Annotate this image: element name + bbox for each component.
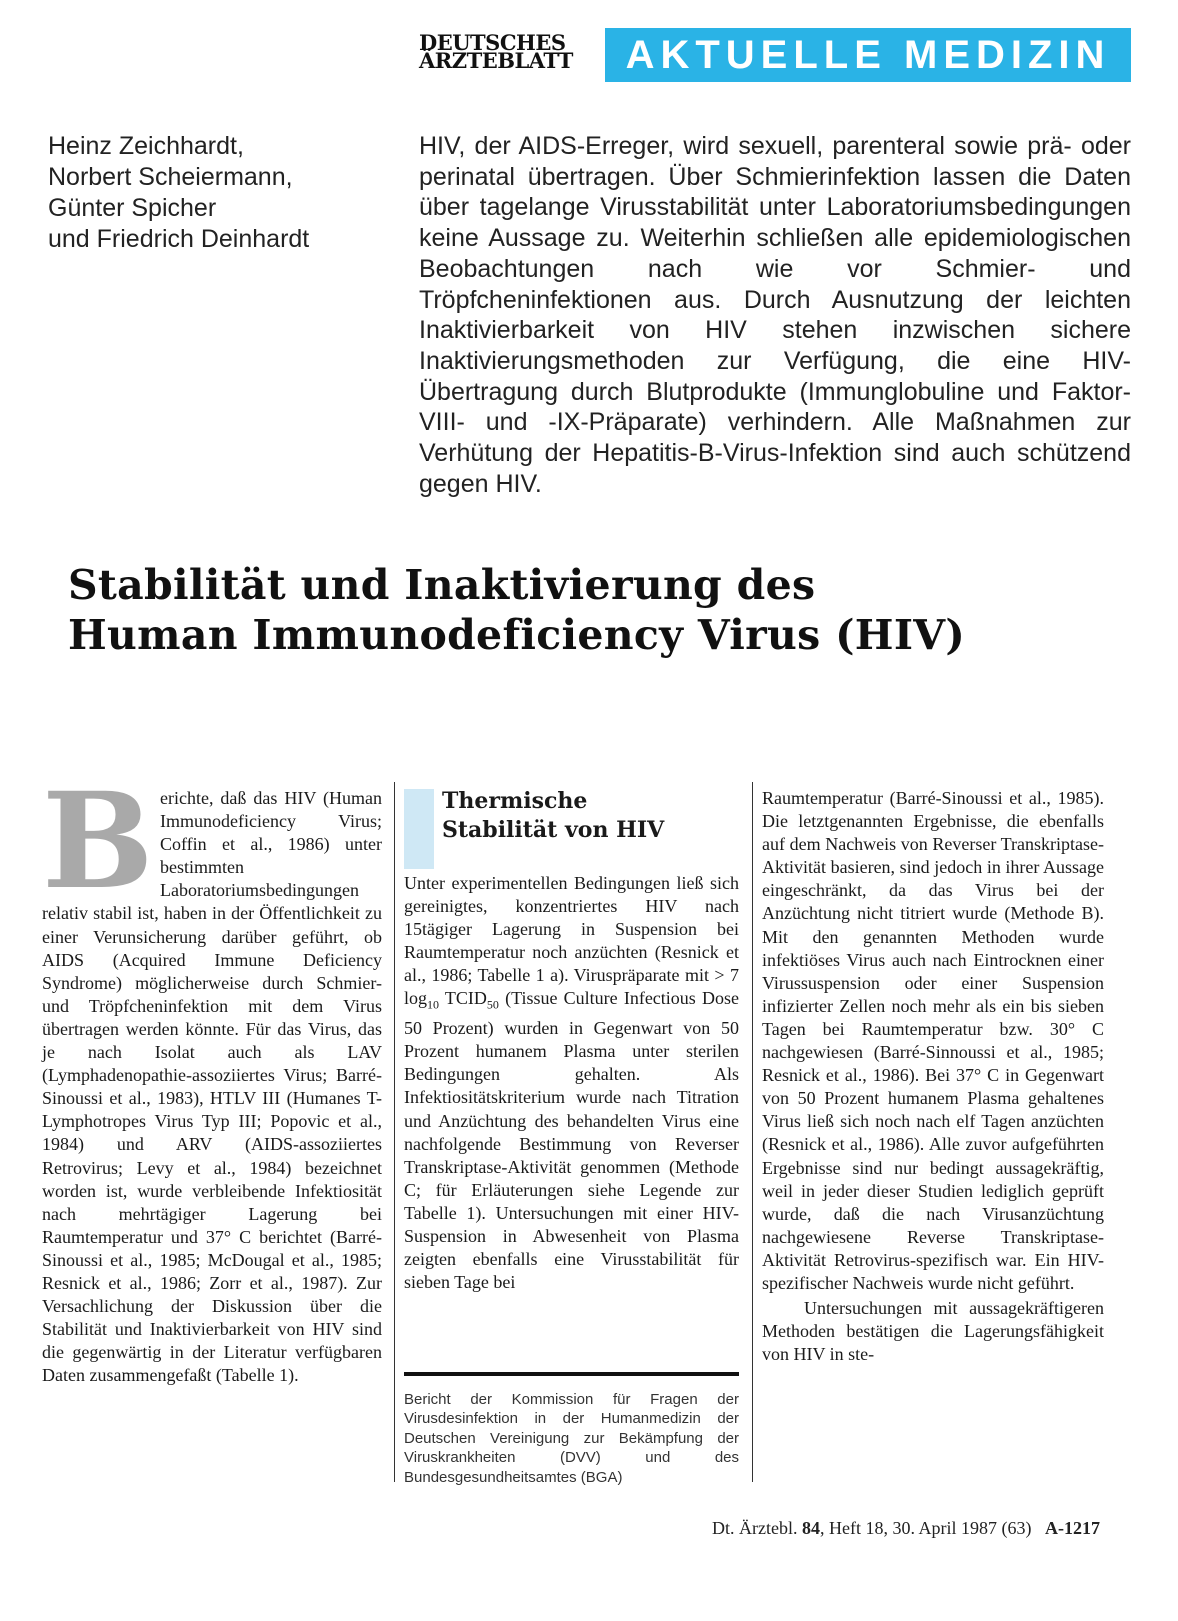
title-line-1: Stabilität und Inaktivierung des [68,561,816,609]
section-banner: AKTUELLE MEDIZIN [605,28,1131,82]
author-name: Heinz Zeichhardt, [48,132,244,160]
author-list [48,131,388,255]
subscript: 50 [486,998,499,1013]
body-text-part: TCID [439,988,487,1009]
footnote: Bericht der Kommission für Fragen der Virusdesinfektion in der Humanmedizin der Deutschen Vereinigung zur Bekämpfung der Viruskrankheiten (DVV) und des Bundesgesundheitsamtes (BGA) [404,1372,739,1487]
brand-line-2: ÄRZTEBLATT [419,48,573,73]
volume-number: 84 [802,1518,821,1538]
subscript: 10 [427,998,440,1013]
body-text: erichte, daß das HIV (Human Immunodeficiency Virus; Coffin et al., 1986) unter bestimmten Laboratoriumsbedingungen relativ stabil ist, haben in der Öffentlichkeit zu einer Verunsicherung darüber geführt, ob AIDS (Acquired Immune Deficiency Syndrome) möglicherweise durch Schmier- und Tröpfcheninfektion mit dem Virus übertragen werden könnte. Für das Virus, das je nach Isolat auch als LAV (Lymphadenopathie-assoziiertes Virus; Barré-Sinoussi et al., 1983), HTLV III (Humanes T-Lymphotropes Virus Typ III; Popovic et al., 1984) und ARV (AIDS-assoziiertes Retrovirus; Levy et al., 1984) bezeichnet worden ist, wurde verbleibende Infektiosität nach mehrtägiger Lagerung bei Raumtemperatur und 37° C berichtet (Barré-Sinoussi et al., 1985; McDougal et al., 1985; Resnick et al., 1986; Zorr et al., 1987). Zur Versachlichung der Diskussion über die Stabilität und Inaktivierbarkeit von HIV sind die gegenwärtig in der Literatur verfügbaren Daten zusammengefaßt (Tabelle 1). [42,788,382,1386]
journal-logo [419,30,599,73]
body-paragraph: Raumtemperatur (Barré-Sinoussi et al., 1985). Die letztgenannten Ergebnisse, die ebenfalls auf dem Nachweis von Reverser Transkriptase-Aktivität basieren, sind jedoch in ihrer Aussage eingeschränkt, da das Virus bei der Anzüchtung nicht titriert wurde (Methode B). Mit den genannten Methoden wurde infektiöses Virus auch nach Eintrocknen einer Virussuspension oder einer Suspension infizierter Zellen noch mehr als ein bis sieben Tagen bei Raumtemperatur bzw. 30° C nachgewiesen (Barré-Sinnoussi et al., 1985; Resnick et al., 1986). Bei 37° C in Gegenwart von 50 Prozent humanem Plasma gehaltenes Virus ließ sich noch nach elf Tagen anzüchten (Resnick et al., 1986). Alle zuvor aufgeführten Ergebnisse sind nur bedingt aussagekräftig, weil in jeder dieser Studien lediglich geprüft wurde, daß die nach Virusanzüchtung nachgewiesene Reverse Transkriptase-Aktivität Retrovirus-spezifisch war. Ein HIV-spezifischer Nachweis wurde nicht geführt. [762,788,1104,1293]
drop-cap: B [42,764,154,919]
issue-info: , Heft 18, 30. April 1987 (63) [820,1518,1032,1538]
heading-line-2: Stabilität von HIV [442,817,665,843]
author-name: Günter Spicher [48,194,217,222]
masthead [419,28,1131,82]
page-number: A-1217 [1045,1518,1100,1538]
body-column-1 [42,764,382,1387]
heading-accent-bar [404,789,434,869]
column-divider [394,782,395,1482]
abstract: HIV, der AIDS-Erreger, wird sexuell, parenteral sowie prä- oder perinatal übertragen. Über Schmierinfektion lassen die Daten über tagelange Virusstabilität unter Laboratoriumsbedingungen keine Aussage zu. Weiterhin schließen alle epidemiologischen Beobachtungen nach wie vor Schmier- und Tröpfcheninfektionen aus. Durch Ausnutzung der leichten Inaktivierbarkeit von HIV stehen inzwischen sichere Inaktivierungsmethoden zur Verfügung, die eine HIV-Übertragung durch Blutprodukte (Immunglobuline und Faktor-VIII- und -IX-Präparate) verhindern. Alle Maßnahmen zur Verhütung der Hepatitis-B-Virus-Infektion sind auch schützend gegen HIV. [419,132,1131,498]
column-divider [752,782,753,1482]
heading-line-1: Thermische [442,788,588,814]
body-text-part: Unter experimentellen Bedingungen ließ sich gereinigtes, konzentriertes HIV nach 15tägiger Lagerung in Suspension bei Raumtemperatur noch anzüchten (Resnick et al., 1986; Tabelle 1 a). Viruspräparate mit > 7 log [404,873,739,1009]
body-column-3 [762,787,1104,1366]
author-name: und Friedrich Deinhardt [48,225,310,253]
journal-abbrev: Dt. Ärztebl. [712,1518,798,1538]
page-footer [712,1518,1100,1539]
brand-line-1: DEUTSCHES [419,30,566,55]
article-title [68,560,1128,660]
section-heading [404,787,739,869]
author-name: Norbert Scheiermann, [48,163,293,191]
body-paragraph: Untersuchungen mit aussagekräftigeren Methoden bestätigen die Lagerungsfähigkeit von HIV in ste- [762,1298,1104,1365]
title-line-2: Human Immunodeficiency Virus (HIV) [68,611,966,659]
body-text-part: (Tissue Culture Infectious Dose 50 Prozent) wurden in Gegenwart von 50 Prozent humanem Plasma unter sterilen Bedingungen gehalten. Als Infektiositätskriterium wurde nach Titration und Anzüchtung des behandelten Virus eine nachfolgende Bestimmung von Reverser Transkriptase-Aktivität genommen (Methode C; für Erläuterungen siehe Legende zur Tabelle 1). Untersuchungen mit einer HIV-Suspension in Abwesenheit von Plasma zeigten ebenfalls eine Virusstabilität für sieben Tage bei [404,988,739,1293]
body-text [404,872,739,1294]
body-column-2 [404,787,739,1294]
